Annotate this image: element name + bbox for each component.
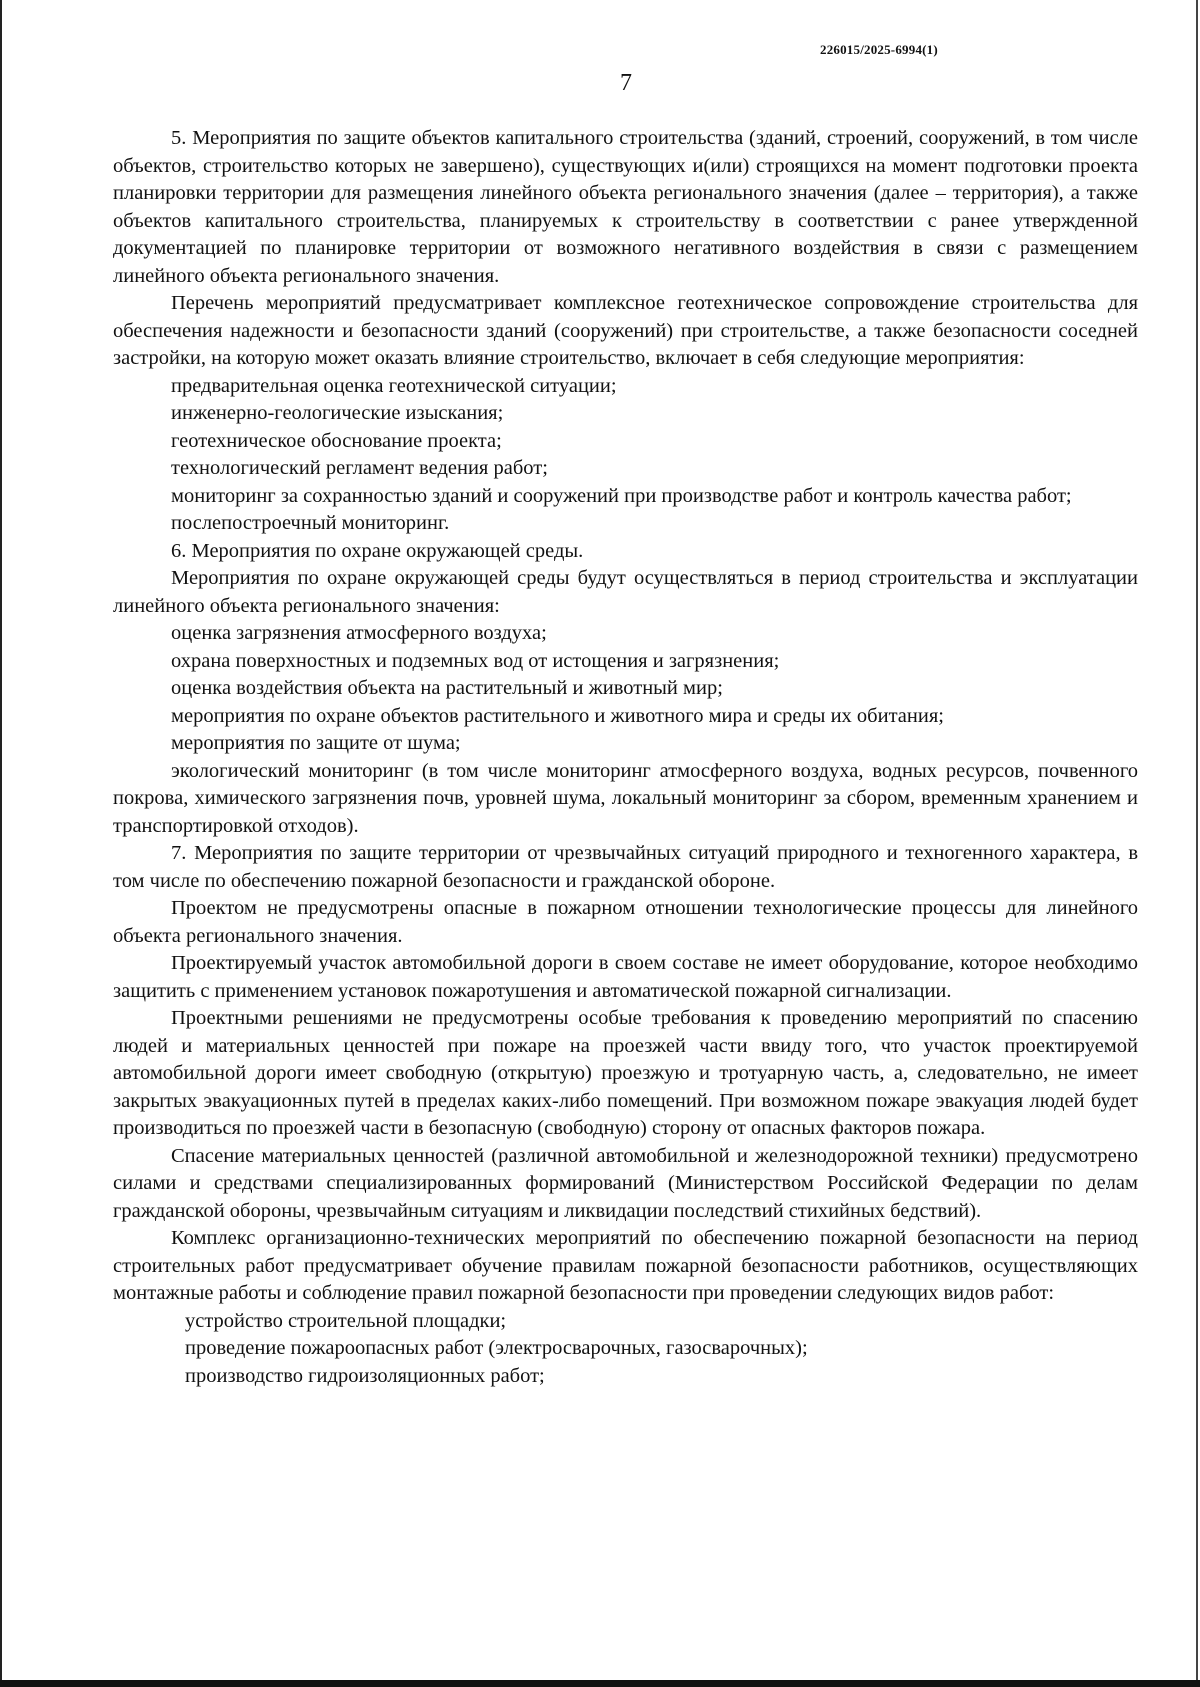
scan-bottom-edge: [0, 1680, 1200, 1687]
list-item: предварительная оценка геотехнической ситуации;: [171, 374, 617, 397]
page-number: 7: [620, 70, 632, 96]
list-item: оценка воздействия объекта на растительный и животный мир;: [171, 677, 723, 699]
paragraph-road-equipment: Проектируемый участок автомобильной дороги в своем составе не имеет оборудование, которое необходимо защитить с применением установок пожаротушения и автоматической пожарной сигнализации.: [113, 952, 1138, 1002]
paragraph-fire-safety-complex: Комплекс организационно-технических мероприятий по обеспечению пожарной безопасности на период строительных работ предусматривает обучение правилам пожарной безопасности работников, осуществляющих монтажные работы и соблюдение правил пожарной безопасности при проведении следующих видов работ:: [113, 1227, 1138, 1304]
paragraph-section-5: 5. Мероприятия по защите объектов капитального строительства (зданий, строений, сооружений, в том числе объектов, строительство которых не завершено), существующих и(или) строящихся на момент подготовки проекта планировки территории для размещения линейного объекта регионального значения (далее – территория), а также объектов капитального строительства, планируемых к строительству в соответствии с ранее утвержденной документацией по планировке территории от возможного негативного воздействия в связи с размещением линейного объекта регионального значения.: [113, 127, 1138, 287]
list-item: мероприятия по защите от шума;: [171, 732, 461, 754]
list-item: производство гидроизоляционных работ;: [185, 1364, 545, 1387]
list-item: мониторинг за сохранностью зданий и сооружений при производстве работ и контроль качества работ;: [171, 484, 1072, 507]
list-item: геотехническое обоснование проекта;: [171, 429, 502, 452]
list-item: оценка загрязнения атмосферного воздуха;: [171, 622, 547, 644]
list-item: охрана поверхностных и подземных вод от истощения и загрязнения;: [171, 649, 780, 672]
paragraph-section-7: 7. Мероприятия по защите территории от чрезвычайных ситуаций природного и техногенного характера, в том числе по обеспечению пожарной безопасности и гражданской обороне.: [113, 842, 1138, 892]
document-body: [113, 125, 1138, 1390]
scan-edge-line: [1196, 0, 1198, 1687]
paragraph-geotech-list-intro: Перечень мероприятий предусматривает комплексное геотехническое сопровождение строительства для обеспечения надежности и безопасности зданий (сооружений) при строительстве, а также безопасности соседней застройки, на которую может оказать влияние строительство, включает в себя следующие мероприятия:: [113, 292, 1138, 369]
list-item: послепостроечный мониторинг.: [171, 512, 450, 534]
paragraph-section-6: 6. Мероприятия по охране окружающей среды.: [171, 539, 584, 562]
list-item: мероприятия по охране объектов растительного и животного мира и среды их обитания;: [171, 704, 944, 727]
list-item: проведение пожароопасных работ (электросварочных, газосварочных);: [185, 1337, 808, 1359]
paragraph-material-rescue: Спасение материальных ценностей (различной автомобильной и железнодорожной техники) предусмотрено силами и средствами специализированных формирований (Министерством Российской Федерации по делам гражданской обороны, чрезвычайным ситуациям и ликвидации последствий стихийных бедствий).: [113, 1144, 1138, 1222]
paragraph-environment-intro: Мероприятия по охране окружающей среды будут осуществляться в период строительства и эксплуатации линейного объекта регионального значения:: [113, 567, 1138, 617]
list-item: инженерно-геологические изыскания;: [171, 402, 504, 424]
list-item: экологический мониторинг (в том числе мониторинг атмосферного воздуха, водных ресурсов, почвенного покрова, химического загрязнения почв, уровней шума, локальный мониторинг за сбором, временным хранением и транспортировкой отходов).: [113, 759, 1138, 837]
paragraph-fire-processes: Проектом не предусмотрены опасные в пожарном отношении технологические процессы для линейного объекта регионального значения.: [113, 897, 1138, 947]
list-item: устройство строительной площадки;: [185, 1309, 507, 1332]
list-item: технологический регламент ведения работ;: [171, 457, 548, 479]
document-registration-number: 226015/2025-6994(1): [820, 42, 938, 57]
paragraph-evacuation: Проектными решениями не предусмотрены особые требования к проведению мероприятий по спасению людей и материальных ценностей при пожаре на проезжей части ввиду того, что участок проектируемой автомобильной дороги имеет свободную (открытую) проезжую и тротуарную часть, а, следовательно, не имеет закрытых эвакуационных путей в пределах каких-либо помещений. При возможном пожаре эвакуация людей будет производиться по проезжей части в безопасную (свободную) сторону от опасных факторов пожара.: [113, 1007, 1138, 1139]
